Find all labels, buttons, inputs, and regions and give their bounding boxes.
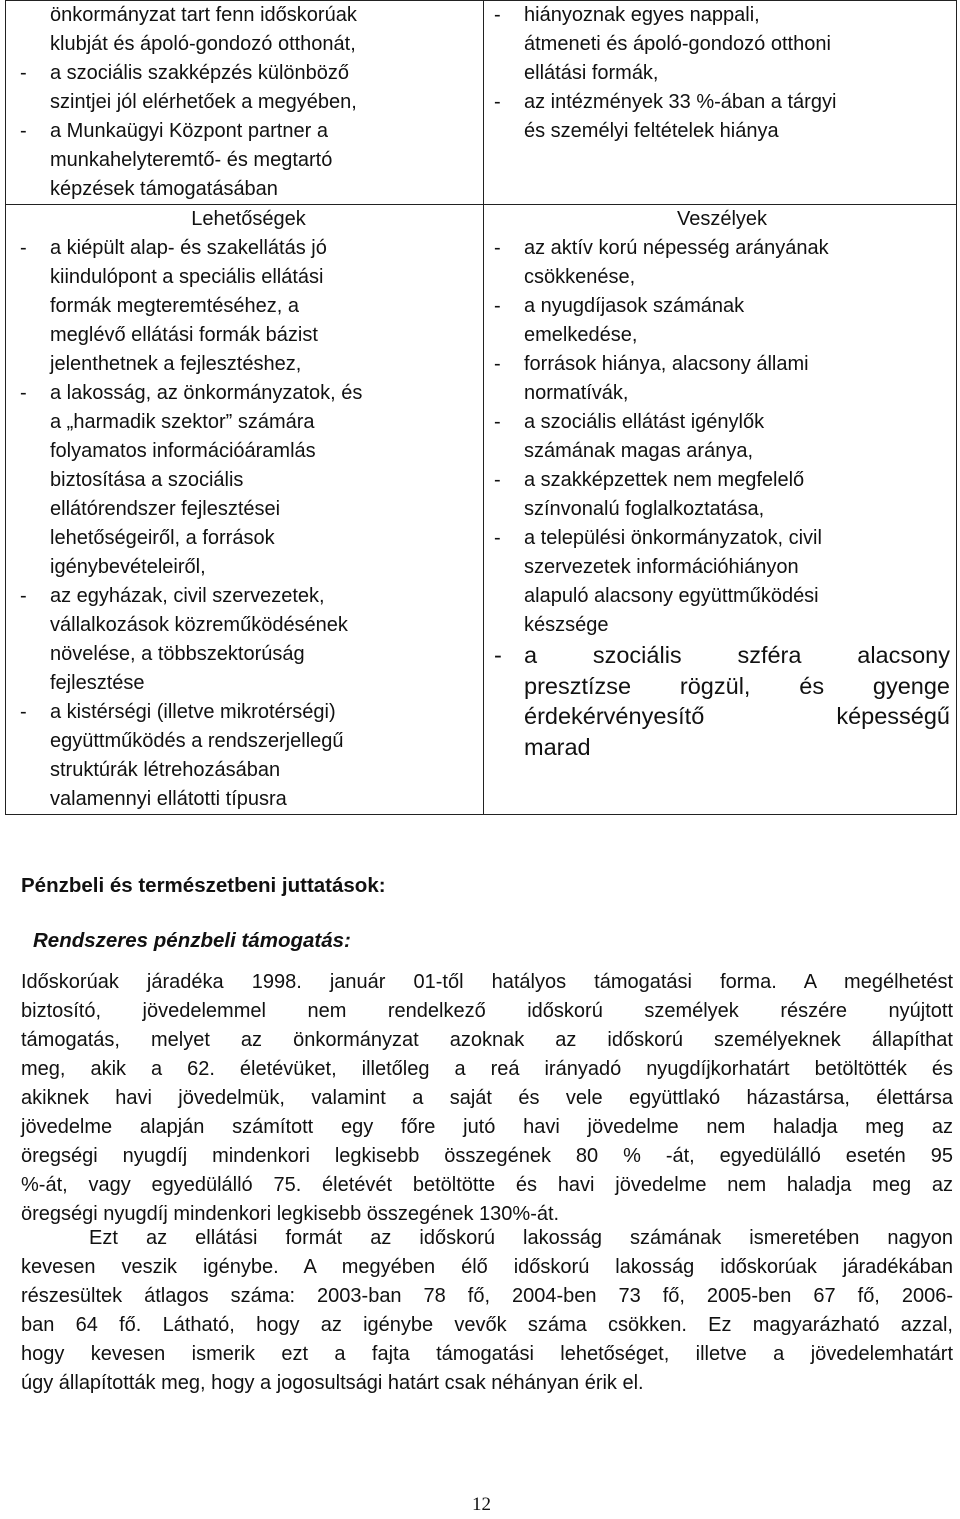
opportunities-cell <box>6 205 484 815</box>
threats-cell <box>484 205 957 815</box>
text-line: biztosító, jövedelemmel nem rendelkező időskorú személyek részére nyújtott <box>21 1000 953 1022</box>
text-line: meglévő ellátási formák bázist <box>50 324 318 346</box>
text-line: kevesen veszik igénybe. A megyében élő időskorú lakosság időskorúak járadékában <box>21 1256 953 1278</box>
dash-bullet: - <box>494 295 501 317</box>
list-item <box>494 88 950 146</box>
list-item <box>20 582 477 698</box>
text-line: öregségi nyugdíj mindenkori legkisebb összegének 130%-át. <box>21 1203 560 1225</box>
strengths-cell <box>6 1 484 205</box>
text-line: valamennyi ellátotti típusra <box>50 788 287 810</box>
strengths-continuation <box>20 1 477 59</box>
text-line: számának magas aránya, <box>524 440 754 462</box>
dash-bullet: - <box>494 237 501 259</box>
text-line: meg, akik a 62. életévüket, illetőleg a reá irányadó nyugdíjkorhatárt betöltötték és <box>21 1058 953 1080</box>
text-line: ban 64 fő. Látható, hogy az igénybe vevők száma csökken. Ez magyarázható azzal, <box>21 1314 953 1336</box>
text-line: jövedelme alapján számított egy főre jutó havi jövedelme nem haladja meg az <box>21 1116 953 1138</box>
dash-bullet: - <box>20 585 27 607</box>
text-line: hogy kevesen ismerik ezt a fajta támogatási lehetőséget, illetve a jövedelemhatárt <box>21 1343 953 1365</box>
text-line: lehetőségeiről, a források <box>50 527 275 549</box>
dash-bullet: - <box>20 701 27 723</box>
list-item <box>494 350 950 408</box>
paragraph-1 <box>21 968 953 1229</box>
text-line: együttműködés a rendszerjellegű <box>50 730 344 752</box>
dash-bullet: - <box>494 91 501 113</box>
text-line: jelenthetnek a fejlesztéshez, <box>50 353 302 375</box>
text-line: biztosítása a szociális <box>50 469 244 491</box>
dash-bullet: - <box>20 237 27 259</box>
list-item <box>494 524 950 640</box>
text-line: a Munkaügyi Központ partner a <box>50 120 328 142</box>
text-line: presztízse rögzül, és gyenge <box>524 672 950 699</box>
dash-bullet: - <box>494 4 501 26</box>
list-item-large <box>494 640 950 762</box>
text-line: részesültek átlagos száma: 2003-ban 78 fő, 2004-ben 73 fő, 2005-ben 67 fő, 2006- <box>21 1285 953 1307</box>
list-item <box>494 292 950 350</box>
text-line: szintjei jól elérhetőek a megyében, <box>50 91 357 113</box>
text-line: alapuló alacsony együttműködési <box>524 585 819 607</box>
text-line: akiknek havi jövedelmük, valamint a saját és vele együttlakó házastársa, élettársa <box>21 1087 953 1109</box>
dash-bullet: - <box>20 382 27 404</box>
text-line: normatívák, <box>524 382 629 404</box>
subsection-heading: Rendszeres pénzbeli támogatás: <box>33 929 351 952</box>
list-item <box>494 408 950 466</box>
text-line: munkahelyteremtő- és megtartó <box>50 149 333 171</box>
dash-bullet: - <box>494 527 501 549</box>
list-item <box>494 466 950 524</box>
threats-header: Veszélyek <box>676 208 768 230</box>
text-line: színvonalú foglalkoztatása, <box>524 498 765 520</box>
text-line: a szociális szféra alacsony <box>524 642 950 668</box>
text-line: csökkenése, <box>524 266 636 288</box>
text-line: a nyugdíjasok számának <box>524 295 745 317</box>
dash-bullet: - <box>494 411 501 433</box>
text-line: és személyi feltételek hiánya <box>524 120 779 142</box>
list-item <box>494 234 950 292</box>
text-line: struktúrák létrehozásában <box>50 759 281 781</box>
text-line: Ezt az ellátási formát az időskorú lakosság számának ismeretében nagyon <box>89 1227 953 1249</box>
text-line: a „harmadik szektor” számára <box>50 411 315 433</box>
list-item <box>20 698 477 814</box>
text-line: szervezetek információhiányon <box>524 556 799 578</box>
list-item <box>20 234 477 379</box>
text-line: képzések támogatásában <box>50 178 278 200</box>
text-line: a kiépült alap- és szakellátás jó <box>50 237 327 259</box>
list-item <box>20 117 477 204</box>
text-line: támogatás, melyet az önkormányzat azoknak az időskorú személyeknek állapíthat <box>21 1029 953 1051</box>
dash-bullet: - <box>20 62 27 84</box>
text-line: az intézmények 33 %-ában a tárgyi <box>524 91 837 113</box>
dash-bullet: - <box>494 469 501 491</box>
opportunities-header: Lehetőségek <box>191 208 306 230</box>
list-item <box>20 59 477 117</box>
text-line: a szakképzettek nem megfelelő <box>524 469 805 491</box>
text-line: fejlesztése <box>50 672 145 694</box>
text-line: öregségi nyugdíj mindenkori legkisebb összegének 80 % -át, egyedülálló esetén 95 <box>21 1145 953 1167</box>
text-line: a kistérségi (illetve mikrotérségi) <box>50 701 336 723</box>
dash-bullet: - <box>494 353 501 375</box>
text-line: források hiánya, alacsony állami <box>524 353 809 375</box>
list-item <box>494 1 950 88</box>
text-line: növelése, a többszektorúság <box>50 643 305 665</box>
text-line: marad <box>524 733 591 760</box>
list-item <box>20 379 477 582</box>
text-line: Időskorúak járadéka 1998. január 01-től hatályos támogatási forma. A megélhetést <box>21 971 953 993</box>
text-line: folyamatos információáramlás <box>50 440 316 462</box>
text-line: az aktív korú népesség arányának <box>524 237 829 259</box>
text-line: igénybevételeiről, <box>50 556 206 578</box>
section-heading: Pénzbeli és természetbeni juttatások: <box>21 874 386 897</box>
dash-bullet: - <box>20 120 27 142</box>
text-line: vállalkozások közreműködésének <box>50 614 348 636</box>
text-line: %-át, vagy egyedülálló 75. életévét betöltötte és havi jövedelme nem haladja meg az <box>21 1174 953 1196</box>
text-line: emelkedése, <box>524 324 638 346</box>
text-line: az egyházak, civil szervezetek, <box>50 585 325 607</box>
text-line: ellátási formák, <box>524 62 659 84</box>
text-line: a települési önkormányzatok, civil <box>524 527 822 549</box>
text-line: önkormányzat tart fenn időskorúak <box>50 4 357 26</box>
text-line: a szociális szakképzés különböző <box>50 62 350 84</box>
text-line: érdekérvényesítő képességű <box>524 703 950 729</box>
text-line: a szociális ellátást igénylők <box>524 411 765 433</box>
text-line: ellátórendszer fejlesztései <box>50 498 281 520</box>
paragraph-2 <box>21 1224 953 1398</box>
page-number: 12 <box>472 1494 491 1515</box>
text-line: átmeneti és ápoló-gondozó otthoni <box>524 33 831 55</box>
text-line: a lakosság, az önkormányzatok, és <box>50 382 363 404</box>
text-line: formák megteremtéséhez, a <box>50 295 299 317</box>
swot-table <box>5 0 957 815</box>
text-line: hiányoznak egyes nappali, <box>524 4 760 26</box>
text-line: klubját és ápoló-gondozó otthonát, <box>50 33 356 55</box>
weaknesses-cell <box>484 1 957 205</box>
text-line: kiindulópont a speciális ellátási <box>50 266 324 288</box>
dash-bullet: - <box>494 642 502 668</box>
text-line: készsége <box>524 614 609 636</box>
text-line: úgy állapították meg, hogy a jogosultsági határt csak néhányan érik el. <box>21 1372 644 1394</box>
